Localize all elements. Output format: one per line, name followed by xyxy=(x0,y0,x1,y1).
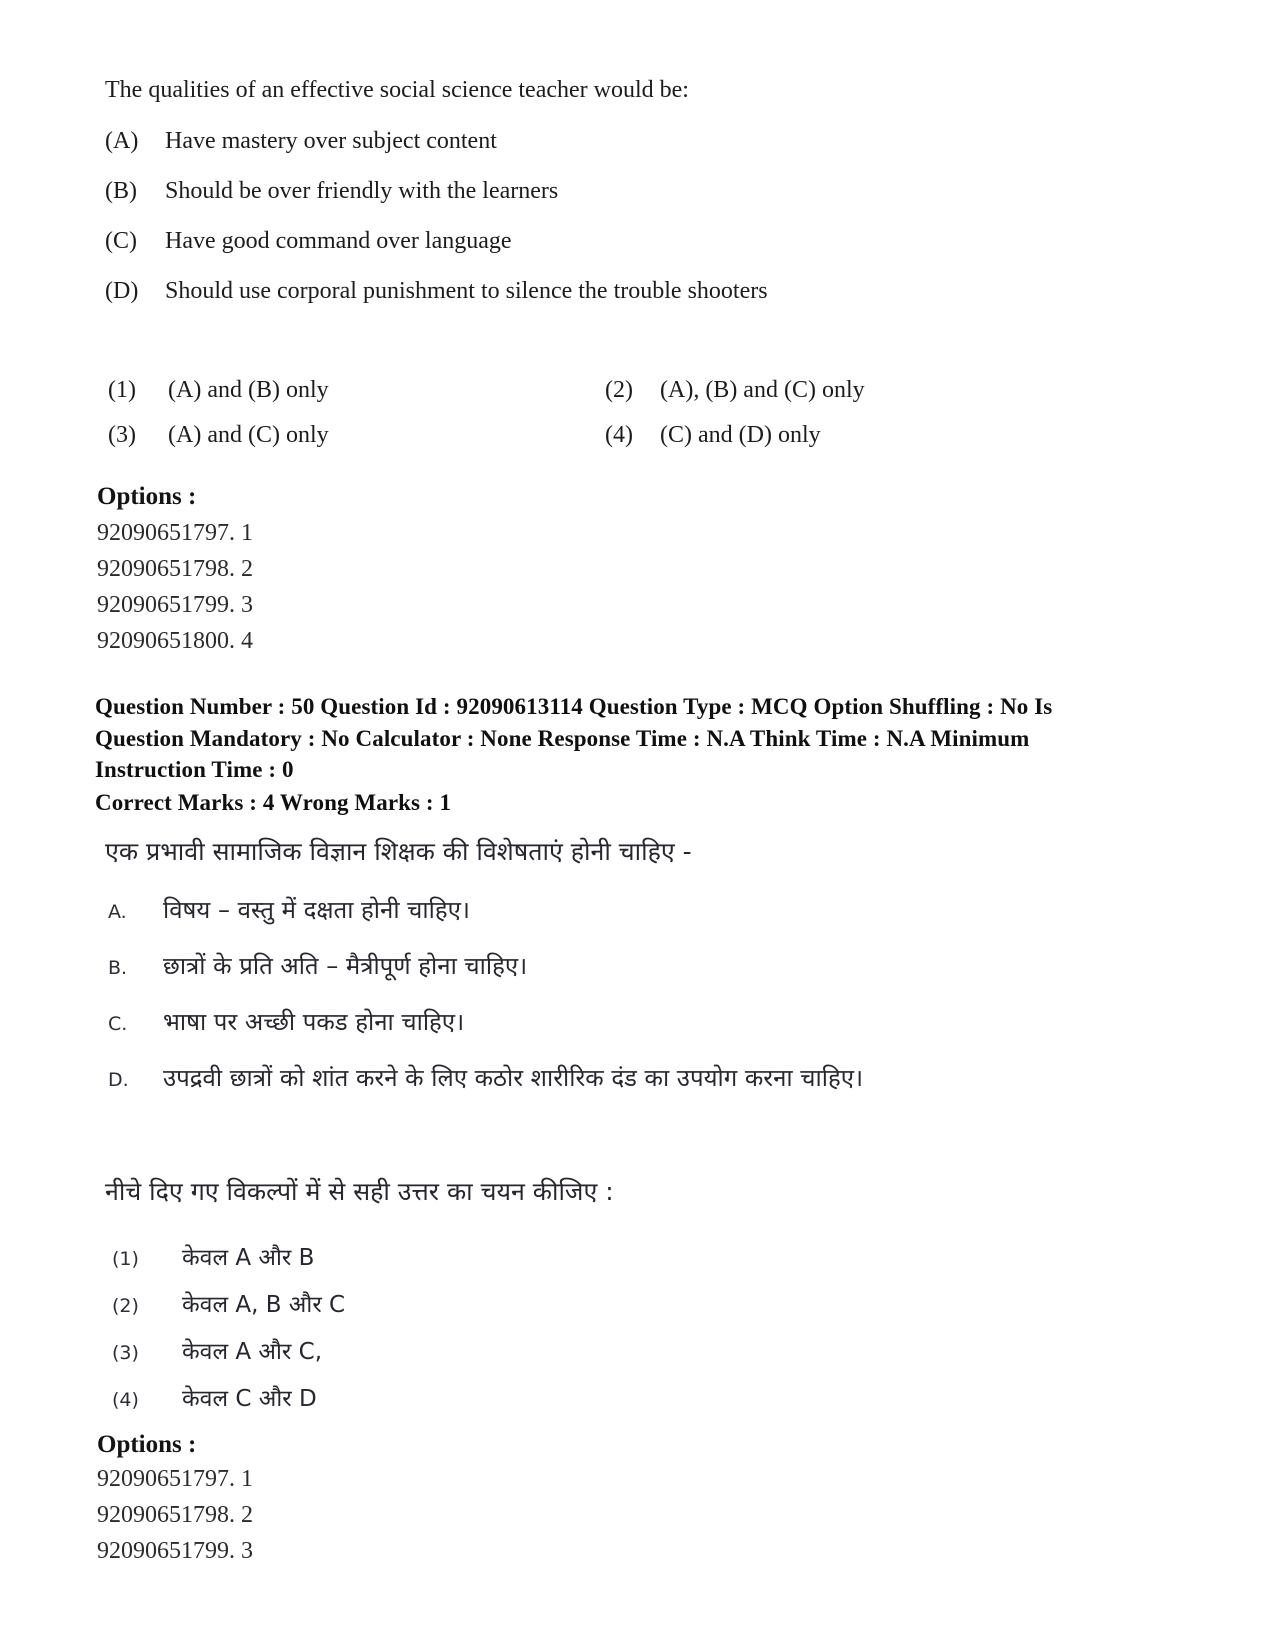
choice-label-3: (3) xyxy=(108,422,136,448)
choice-label-4: (4) xyxy=(605,422,633,448)
choice-label-1-hindi: (1) xyxy=(112,1248,139,1270)
choice-3-hindi xyxy=(112,1336,1012,1368)
statement-list-hindi xyxy=(108,893,1188,1095)
choice-label-4-hindi: (4) xyxy=(112,1389,139,1411)
statement-row-b xyxy=(105,177,1185,205)
statement-label-d: (D) xyxy=(105,278,139,304)
choice-4 xyxy=(605,421,821,449)
options-heading-english: Options : xyxy=(97,483,197,510)
statement-label-b-hindi: B. xyxy=(108,957,128,979)
options-heading-hindi: Options : xyxy=(97,1431,197,1458)
statement-label-a: (A) xyxy=(105,128,139,154)
question-text-hindi: एक प्रभावी सामाजिक विज्ञान शिक्षक की विशेषताएं होनी चाहिए - xyxy=(105,837,692,866)
option-id: 92090651798. 2 xyxy=(97,556,253,582)
statement-row-b-hindi xyxy=(108,949,1188,983)
choice-list-hindi xyxy=(112,1242,1012,1415)
select-prompt-hindi: नीचे दिए गए विकल्पों में से सही उत्तर का चयन कीजिए : xyxy=(105,1177,614,1206)
question-metadata-line: Instruction Time : 0 xyxy=(95,757,294,782)
statement-label-b: (B) xyxy=(105,178,137,204)
option-id: 92090651797. 1 xyxy=(97,1466,253,1492)
statement-row-c xyxy=(105,227,1185,255)
option-id: 92090651799. 3 xyxy=(97,1538,253,1564)
option-id-list-english xyxy=(97,515,253,659)
statement-text-c-hindi: भाषा पर अच्छी पकड होना चाहिए। xyxy=(163,1008,465,1036)
choice-grid-english xyxy=(108,376,1168,449)
option-id: 92090651800. 4 xyxy=(97,628,253,654)
statement-label-a-hindi: A. xyxy=(108,901,127,923)
option-id-list-hindi xyxy=(97,1461,253,1569)
statement-list-english xyxy=(105,127,1185,305)
choice-3 xyxy=(108,421,605,449)
statement-text-d: Should use corporal punishment to silence the trouble shooters xyxy=(165,278,768,304)
statement-row-d xyxy=(105,277,1185,305)
option-id: 92090651799. 3 xyxy=(97,592,253,618)
choice-text-3-hindi: केवल A और C, xyxy=(182,1339,323,1365)
choice-text-2: (A), (B) and (C) only xyxy=(660,377,865,403)
choice-label-2: (2) xyxy=(605,377,633,403)
choice-row-2 xyxy=(108,421,1168,449)
question-metadata-line: Question Number : 50 Question Id : 92090613114 Question Type : MCQ Option Shuffling : No Is xyxy=(95,694,1053,719)
statement-label-c-hindi: C. xyxy=(108,1013,128,1035)
question-metadata-line: Question Mandatory : No Calculator : None Response Time : N.A Think Time : N.A Minimum xyxy=(95,725,1030,751)
choice-text-1: (A) and (B) only xyxy=(168,377,329,403)
statement-text-a-hindi: विषय – वस्तु में दक्षता होनी चाहिए। xyxy=(163,896,470,924)
choice-label-3-hindi: (3) xyxy=(112,1342,139,1364)
option-id: 92090651798. 2 xyxy=(97,1502,253,1528)
choice-row-1 xyxy=(108,376,1168,404)
statement-row-a-hindi xyxy=(108,893,1188,927)
choice-1-hindi xyxy=(112,1242,1012,1274)
statement-text-a: Have mastery over subject content xyxy=(165,128,497,154)
marks-line: Correct Marks : 4 Wrong Marks : 1 xyxy=(95,790,452,815)
statement-row-c-hindi xyxy=(108,1005,1188,1039)
question-metadata xyxy=(95,691,1200,786)
statement-row-d-hindi xyxy=(108,1061,1188,1095)
choice-text-4: (C) and (D) only xyxy=(660,422,821,448)
statement-label-d-hindi: D. xyxy=(108,1069,129,1091)
choice-2-hindi xyxy=(112,1289,1012,1321)
option-id: 92090651797. 1 xyxy=(97,520,253,546)
choice-2 xyxy=(605,376,865,404)
choice-label-1: (1) xyxy=(108,377,136,403)
choice-1 xyxy=(108,376,605,404)
choice-text-2-hindi: केवल A, B और C xyxy=(182,1292,346,1318)
choice-4-hindi xyxy=(112,1383,1012,1415)
question-text-english: The qualities of an effective social science teacher would be: xyxy=(105,77,689,103)
statement-text-c: Have good command over language xyxy=(165,228,512,254)
statement-row-a xyxy=(105,127,1185,155)
choice-text-4-hindi: केवल C और D xyxy=(182,1386,317,1412)
choice-label-2-hindi: (2) xyxy=(112,1295,139,1317)
choice-text-3: (A) and (C) only xyxy=(168,422,329,448)
statement-text-d-hindi: उपद्रवी छात्रों को शांत करने के लिए कठोर शारीरिक दंड का उपयोग करना चाहिए। xyxy=(163,1064,864,1092)
statement-text-b-hindi: छात्रों के प्रति अति – मैत्रीपूर्ण होना चाहिए। xyxy=(163,952,528,980)
statement-text-b: Should be over friendly with the learners xyxy=(165,178,559,204)
statement-label-c: (C) xyxy=(105,228,137,254)
choice-text-1-hindi: केवल A और B xyxy=(182,1245,315,1271)
